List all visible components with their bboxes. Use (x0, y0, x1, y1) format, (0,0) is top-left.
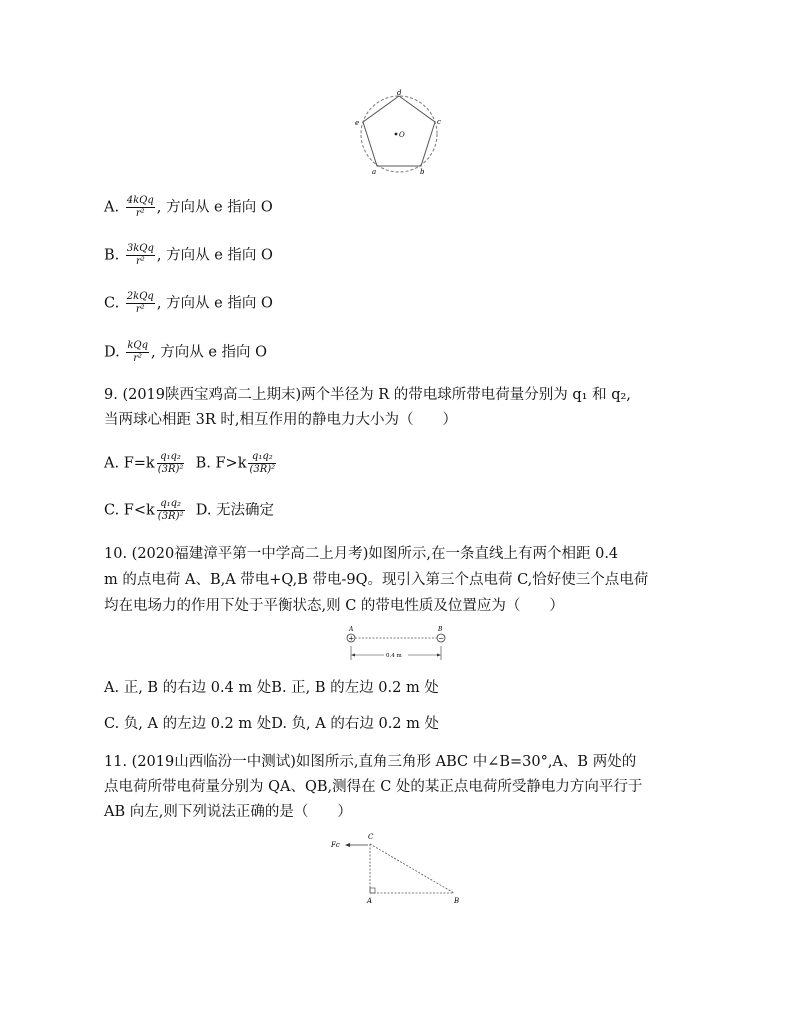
q8-option-b: B. $\frac{\text{3kQq}}{\text{r²}}$ , 方向从 e 指向 O (104, 243, 273, 267)
label-b: b (420, 168, 425, 176)
label-c: C (368, 833, 374, 841)
q8-option-a: A. $\frac{\text{4kQq}}{\text{r²}}$ , 方向从 e 指向 O (104, 195, 273, 219)
pentagon-circle-figure (352, 88, 446, 176)
label-c: c (437, 118, 441, 126)
q10-stem-line1: 10. (2020福建漳平第一中学高二上月考)如图所示,在一条直线上有两个相距 0.4 (104, 546, 619, 562)
label-a: A (349, 626, 354, 633)
label-o: O (399, 131, 405, 139)
q8-option-d: D. $\frac{\text{kQq}}{\text{r²}}$ , 方向从 e 指向 O (104, 340, 268, 364)
label-d: d (397, 89, 402, 97)
distance-label: 0.4 m (386, 653, 402, 659)
svg-text:+: + (348, 634, 355, 643)
q11-stem-line2: 点电荷所带电荷量分别为 QA、QB,测得在 C 处的某正点电荷所受静电力方向平行于 (104, 779, 643, 795)
label-a: a (372, 168, 377, 176)
right-triangle-figure (328, 830, 468, 910)
q10-options-ab: A. 正, B 的右边 0.4 m 处B. 正, B 的左边 0.2 m 处 (104, 680, 439, 696)
label-b: B (454, 897, 460, 905)
q11-stem-line1: 11. (2019山西临汾一中测试)如图所示,直角三角形 ABC 中∠B=30°,A、B 两处的 (104, 754, 637, 770)
q10-options-cd: C. 负, A 的左边 0.2 m 处D. 负, A 的右边 0.2 m 处 (104, 716, 439, 732)
q10-stem-line2: m 的点电荷 A、B,A 带电+Q,B 带电-9Q。现引入第三个点电荷 C,恰好使三个点电荷 (104, 572, 649, 588)
q9-options-ab: A. F=k $\frac{\text{q₁q₂}}{\text{(3R)²}}$ B. F>k $\frac{\text{q₁q₂}}{\text{(3R)²}}$ (104, 451, 276, 475)
q9-stem-line2: 当两球心相距 3R 时,相互作用的静电力大小为（ ） (104, 412, 457, 428)
q9-stem-line1: 9. (2019陕西宝鸡高二上期末)两个半径为 R 的带电球所带电荷量分别为 q₁ 和 q₂, (104, 387, 631, 403)
q11-stem-line3: AB 向左,则下列说法正确的是（ ） (104, 804, 352, 820)
label-b: B (438, 626, 443, 633)
label-e: e (355, 119, 360, 127)
q8-option-c: C. $\frac{\text{2kQq}}{\text{r²}}$ , 方向从 e 指向 O (104, 291, 273, 315)
q9-options-cd: C. F<k $\frac{\text{q₁q₂}}{\text{(3R)²}}$ D. 无法确定 (104, 498, 275, 522)
label-fc: Fc (331, 841, 340, 849)
label-a: A (367, 897, 373, 905)
charges-line-figure (342, 624, 452, 664)
svg-text:−: − (438, 634, 445, 643)
q10-stem-line3: 均在电场力的作用下处于平衡状态,则 C 的带电性质及位置应为（ ） (104, 598, 564, 614)
